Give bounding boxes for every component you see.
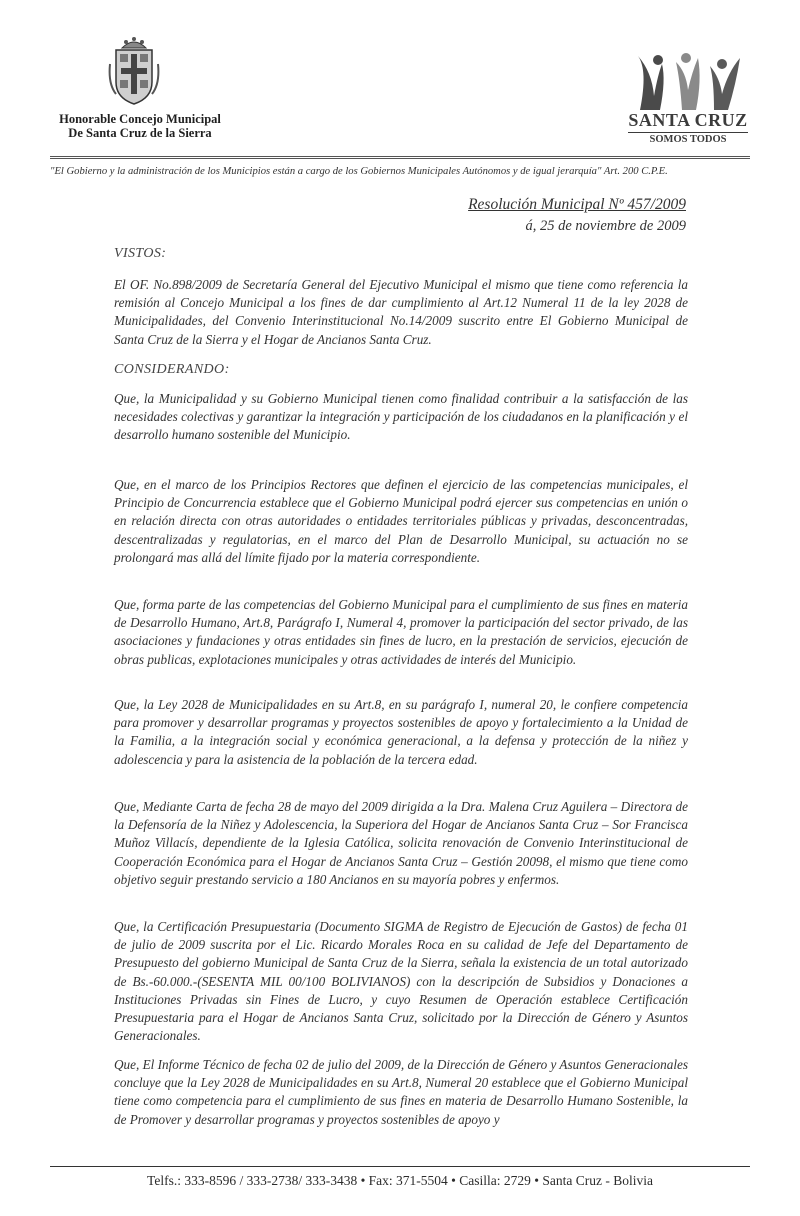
paragraph-2: Que, la Municipalidad y su Gobierno Municipal tienen como finalidad contribuir a la satisfacción de las necesidades colectivas y garantizar la integración y participación de los ciudadanos en la planificación y el desarrollo humano sostenible del Municipio. [114,391,688,443]
logo-title: SANTA CRUZ [628,110,748,130]
resolution-date: á, 25 de noviembre de 2009 [525,218,686,234]
council-name-line2: De Santa Cruz de la Sierra [68,126,212,140]
paragraph-5: Que, la Ley 2028 de Municipalidades en su Art.8, en su parágrafo I, numeral 20, le confiere competencia para promover y desarrollar programas y proyectos sostenibles de apoyo y fortalecimiento a la Unidad de la Familia, a la integración social y económica generacional, a la defensa y protección de la niñez y adolescencia y para la asistencia de la población de la tercera edad. [114,697,688,767]
paragraph-6: Que, Mediante Carta de fecha 28 de mayo del 2009 dirigida a la Dra. Malena Cruz Aguilera – Directora de la Defensoría de la Niñez y Adolescencia, la Superiora del Hogar de Ancianos Santa Cruz – Sor Francisca Muñoz Villacís, dependiente de la Iglesia Católica, solicita renovación de Convenio Interinstitucional de Cooperación Económica para el Hogar de Ancianos Santa Cruz – Gestión 20098, el mismo que tiene como objetivo seguir prestando servicio a 180 Ancianos en su mayoría pobres y enfermos. [114,799,688,887]
paragraph-7: Que, la Certificación Presupuestaria (Documento SIGMA de Registro de Ejecución de Gastos) de fecha 01 de julio de 2009 suscrita por el Lic. Ricardo Morales Roca en su calidad de Jefe del Departamento de Presupuesto del gobierno Municipal de Santa Cruz de la Sierra, señala la existencia de un total autorizado de Bs.-60.000.-(SESENTA MIL 00/100 BOLIVIANOS) con la descripción de Subsidios y Donaciones a Instituciones Privadas sin Fines de Lucro, y cuyo Resumen de Operación establece Certificación Presupuestaria para el Hogar de Ancianos Santa Cruz, solicitado por la Dirección de Género y Asuntos Generacionales. [114,919,688,1044]
council-name [40,112,240,140]
paragraph-1: El OF. No.898/2009 de Secretaría General del Ejecutivo Municipal el mismo que tiene como referencia la remisión al Concejo Municipal a los fines de dar cumplimiento al Art.12 Numeral 11 de la ley 2028 de Municipalidades, del Convenio Interinstitucional No.14/2009 suscrito entre El Gobierno Municipal de Santa Cruz de la Sierra y el Hogar de Ancianos Santa Cruz. [114,277,688,347]
constitution-quote: "El Gobierno y la administración de los Municipios están a cargo de los Gobiernos Municipales Autónomos y de igual jerarquía" Art. 200 C.P.E. [50,166,668,177]
resolution-title: Resolución Municipal Nº 457/2009 [468,196,686,213]
paragraph-3: Que, en el marco de los Principios Rectores que definen el ejercicio de las competencias municipales, el Principio de Concurrencia establece que el Gobierno Municipal podrá ejercer sus competencias en unión o en relación directa con otras autoridades o entidades territoriales públicas y privadas, desconcentradas, descentralizadas y regulatorias, en el marco del Plan de Desarrollo Municipal, su actuación no se prolongará mas allá del límite fijado por la materia correspondiente. [114,477,688,565]
footer-contact: Telfs.: 333-8596 / 333-2738/ 333-3438 • Fax: 371-5504 • Casilla: 2729 • Santa Cruz - Bolivia [147,1173,653,1188]
paragraph-8: Que, El Informe Técnico de fecha 02 de julio del 2009, de la Dirección de Género y Asuntos Generacionales concluye que la Ley 2028 de Municipalidades en su Art.8, Numeral 20 establece que el Gobierno Municipal tiene como competencia para el cumplimiento de sus fines en materia de Desarrollo Humano Sostenible, la de Promover y desarrollar programas y proyectos sostenibles de apoyo y [114,1057,688,1127]
council-name-line1: Honorable Concejo Municipal [59,112,221,126]
header-divider-2 [50,158,750,159]
footer-divider [50,1166,750,1167]
header-divider [50,156,750,157]
logo-subtitle: SOMOS TODOS [628,132,748,145]
municipal-crest-icon [108,34,160,106]
considerando-heading: CONSIDERANDO: [114,362,230,377]
paragraph-4: Que, forma parte de las competencias del Gobierno Municipal para el cumplimiento de sus fines en materia de Desarrollo Humano, Art.8, Parágrafo I, Numeral 4, promover la participación del sector privado, de las asociaciones y fundaciones y otras entidades sin fines de lucro, en la prestación de servicios, ejecución de obras publicas, explotaciones municipales y otras actividades de interés del Municipio. [114,597,688,667]
vistos-heading: VISTOS: [114,246,167,261]
